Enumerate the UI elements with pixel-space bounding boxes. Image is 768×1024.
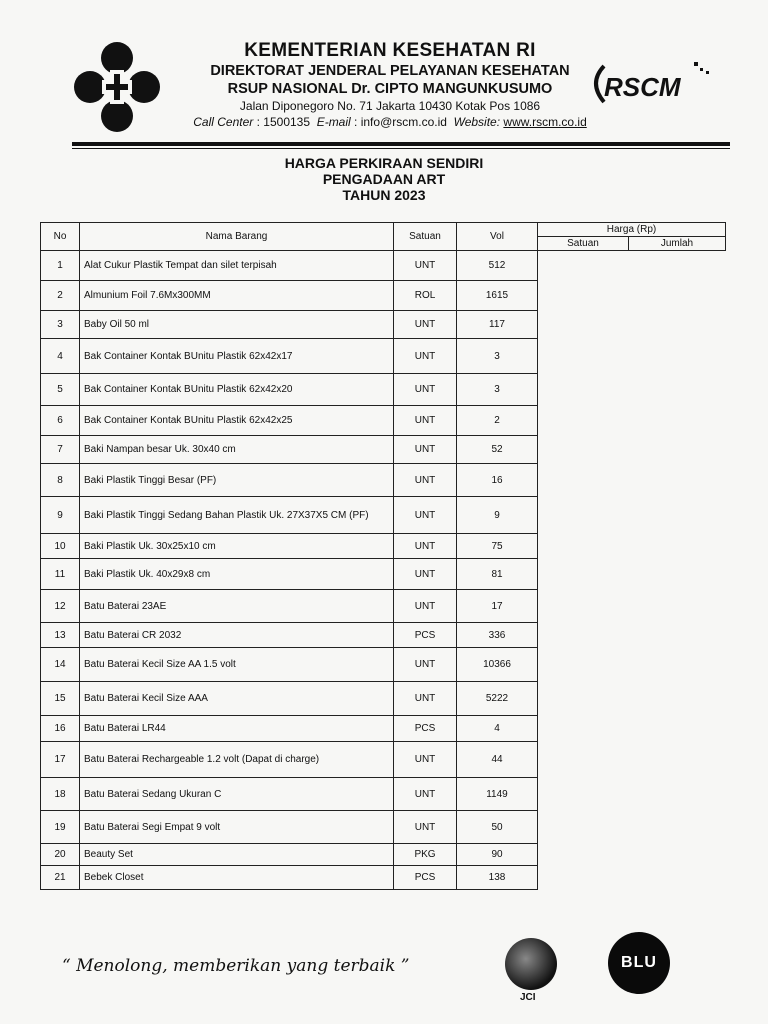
cell-unit: UNT	[394, 436, 457, 464]
cell-price-unit	[538, 716, 629, 742]
cell-price-unit	[538, 534, 629, 559]
table-row	[41, 682, 726, 716]
cell-unit: ROL	[394, 281, 457, 311]
cell-vol: 90	[457, 844, 538, 866]
website-label: Website:	[453, 115, 501, 129]
kemenkes-logo	[72, 40, 162, 135]
cell-no: 9	[41, 497, 80, 534]
cell-vol: 336	[457, 623, 538, 648]
cell-name: Batu Baterai LR44	[80, 716, 394, 742]
cell-vol: 4	[457, 716, 538, 742]
jci-logo	[505, 938, 557, 990]
cell-price-unit	[538, 374, 629, 406]
cell-price-unit	[538, 844, 629, 866]
cell-unit: PCS	[394, 716, 457, 742]
contact-line	[170, 114, 610, 130]
cell-unit: UNT	[394, 464, 457, 497]
cell-price-total	[629, 623, 726, 648]
cell-name: Baki Plastik Uk. 30x25x10 cm	[80, 534, 394, 559]
cell-unit: UNT	[394, 374, 457, 406]
cell-price-unit	[538, 464, 629, 497]
cell-price-unit	[538, 623, 629, 648]
motto: “ Menolong, memberikan yang terbaik ”	[62, 956, 410, 976]
cell-unit: UNT	[394, 497, 457, 534]
cell-no: 16	[41, 716, 80, 742]
cell-name: Bebek Closet	[80, 866, 394, 890]
cell-no: 15	[41, 682, 80, 716]
cell-no: 21	[41, 866, 80, 890]
cell-vol: 1615	[457, 281, 538, 311]
cell-unit: UNT	[394, 682, 457, 716]
cell-vol: 50	[457, 811, 538, 844]
cell-name: Batu Baterai Rechargeable 1.2 volt (Dapat di charge)	[80, 742, 394, 778]
cell-no: 8	[41, 464, 80, 497]
document-title	[0, 155, 768, 203]
cell-price-unit	[538, 339, 629, 374]
cell-name: Batu Baterai Segi Empat 9 volt	[80, 811, 394, 844]
cell-unit: UNT	[394, 559, 457, 590]
cell-name: Bak Container Kontak BUnitu Plastik 62x42x17	[80, 339, 394, 374]
table-row	[41, 281, 726, 311]
cell-vol: 138	[457, 866, 538, 890]
website-link[interactable]: www.rscm.co.id	[503, 115, 587, 129]
cell-no: 2	[41, 281, 80, 311]
cell-unit: UNT	[394, 339, 457, 374]
cell-no: 17	[41, 742, 80, 778]
cell-price-unit	[538, 251, 629, 281]
cell-unit: UNT	[394, 406, 457, 436]
cell-no: 6	[41, 406, 80, 436]
cell-no: 1	[41, 251, 80, 281]
header-unit: Satuan	[394, 223, 457, 251]
cell-price-total	[629, 866, 726, 890]
table-row	[41, 464, 726, 497]
items-table	[40, 222, 726, 890]
cell-vol: 1149	[457, 778, 538, 811]
cell-price-total	[629, 844, 726, 866]
cell-unit: UNT	[394, 590, 457, 623]
cell-vol: 9	[457, 497, 538, 534]
cell-no: 11	[41, 559, 80, 590]
cell-price-unit	[538, 436, 629, 464]
cell-unit: UNT	[394, 742, 457, 778]
table-row	[41, 534, 726, 559]
cell-vol: 81	[457, 559, 538, 590]
cell-price-unit	[538, 811, 629, 844]
cell-unit: PCS	[394, 623, 457, 648]
cell-vol: 52	[457, 436, 538, 464]
cell-price-unit	[538, 682, 629, 716]
table-row	[41, 311, 726, 339]
cell-no: 7	[41, 436, 80, 464]
header-rule-thick	[72, 142, 730, 146]
email-value: : info@rscm.co.id	[354, 115, 447, 129]
table-row	[41, 811, 726, 844]
hospital-name: RSUP NASIONAL Dr. CIPTO MANGUNKUSUMO	[227, 81, 553, 97]
cell-price-unit	[538, 866, 629, 890]
cell-price-total	[629, 716, 726, 742]
cell-name: Batu Baterai Kecil Size AAA	[80, 682, 394, 716]
header-no: No	[41, 223, 80, 251]
header-price-total: Jumlah	[629, 237, 726, 251]
cell-name: Baki Plastik Uk. 40x29x8 cm	[80, 559, 394, 590]
cell-price-unit	[538, 742, 629, 778]
cell-name: Batu Baterai CR 2032	[80, 623, 394, 648]
cell-name: Alat Cukur Plastik Tempat dan silet terpisah	[80, 251, 394, 281]
cell-vol: 117	[457, 311, 538, 339]
rscm-logo	[590, 58, 720, 108]
cell-no: 5	[41, 374, 80, 406]
jci-label: JCI	[520, 992, 536, 1003]
cell-unit: PKG	[394, 844, 457, 866]
table-row	[41, 406, 726, 436]
cell-name: Bak Container Kontak BUnitu Plastik 62x42x25	[80, 406, 394, 436]
header-name: Nama Barang	[80, 223, 394, 251]
cell-no: 10	[41, 534, 80, 559]
cell-vol: 17	[457, 590, 538, 623]
ministry-name: KEMENTERIAN KESEHATAN RI	[244, 40, 536, 61]
cell-price-total	[629, 497, 726, 534]
cell-vol: 512	[457, 251, 538, 281]
cell-price-total	[629, 648, 726, 682]
cell-unit: UNT	[394, 778, 457, 811]
cell-name: Baki Nampan besar Uk. 30x40 cm	[80, 436, 394, 464]
cell-name: Baby Oil 50 ml	[80, 311, 394, 339]
title-line-1: HARGA PERKIRAAN SENDIRI	[284, 155, 484, 171]
header-price: Harga (Rp)	[538, 223, 726, 237]
header-price-unit: Satuan	[538, 237, 629, 251]
table-row	[41, 559, 726, 590]
table-row	[41, 648, 726, 682]
email-label: E-mail	[316, 115, 351, 129]
cell-unit: UNT	[394, 811, 457, 844]
cell-unit: PCS	[394, 866, 457, 890]
cell-price-total	[629, 811, 726, 844]
cell-price-total	[629, 374, 726, 406]
cell-price-total	[629, 534, 726, 559]
address: Jalan Diponegoro No. 71 Jakarta 10430 Kotak Pos 1086	[239, 99, 541, 113]
cell-price-unit	[538, 648, 629, 682]
cell-price-total	[629, 311, 726, 339]
cell-vol: 3	[457, 374, 538, 406]
title-line-3: TAHUN 2023	[342, 187, 426, 203]
cell-price-total	[629, 682, 726, 716]
cell-vol: 16	[457, 464, 538, 497]
rscm-logo-text: RSCM	[604, 72, 681, 102]
cell-name: Batu Baterai Sedang Ukuran C	[80, 778, 394, 811]
cell-name: Baki Plastik Tinggi Besar (PF)	[80, 464, 394, 497]
cell-price-total	[629, 590, 726, 623]
cell-price-total	[629, 559, 726, 590]
table-row	[41, 374, 726, 406]
table-row	[41, 844, 726, 866]
cell-vol: 75	[457, 534, 538, 559]
cell-name: Batu Baterai 23AE	[80, 590, 394, 623]
cell-price-unit	[538, 559, 629, 590]
table-row	[41, 251, 726, 281]
callcenter-value: : 1500135	[256, 115, 311, 129]
table-row	[41, 623, 726, 648]
table-row	[41, 866, 726, 890]
table-row	[41, 716, 726, 742]
cell-price-total	[629, 778, 726, 811]
cell-name: Beauty Set	[80, 844, 394, 866]
cell-no: 3	[41, 311, 80, 339]
table-row	[41, 436, 726, 464]
table-row	[41, 778, 726, 811]
cell-price-total	[629, 281, 726, 311]
cell-name: Batu Baterai Kecil Size AA 1.5 volt	[80, 648, 394, 682]
cell-vol: 5222	[457, 682, 538, 716]
cell-no: 13	[41, 623, 80, 648]
header-rule-thin	[72, 148, 730, 149]
cell-name: Bak Container Kontak BUnitu Plastik 62x42x20	[80, 374, 394, 406]
cell-price-total	[629, 742, 726, 778]
table-row	[41, 497, 726, 534]
cell-no: 20	[41, 844, 80, 866]
cell-vol: 2	[457, 406, 538, 436]
cell-vol: 44	[457, 742, 538, 778]
table-row	[41, 590, 726, 623]
cell-price-total	[629, 406, 726, 436]
cell-no: 18	[41, 778, 80, 811]
cell-unit: UNT	[394, 251, 457, 281]
blu-logo: BLU	[608, 932, 670, 994]
cell-price-unit	[538, 590, 629, 623]
cell-price-unit	[538, 406, 629, 436]
cell-name: Almunium Foil 7.6Mx300MM	[80, 281, 394, 311]
table-row	[41, 339, 726, 374]
callcenter-label: Call Center	[193, 115, 254, 129]
cell-unit: UNT	[394, 648, 457, 682]
cell-price-unit	[538, 281, 629, 311]
cell-unit: UNT	[394, 534, 457, 559]
cell-price-total	[629, 251, 726, 281]
letterhead	[170, 40, 610, 130]
cell-price-unit	[538, 778, 629, 811]
cell-unit: UNT	[394, 311, 457, 339]
header-vol: Vol	[457, 223, 538, 251]
cell-price-unit	[538, 497, 629, 534]
cell-no: 14	[41, 648, 80, 682]
title-line-2: PENGADAAN ART	[322, 171, 446, 187]
cell-no: 19	[41, 811, 80, 844]
cell-price-total	[629, 339, 726, 374]
cell-vol: 3	[457, 339, 538, 374]
cell-price-unit	[538, 311, 629, 339]
directorate-name: DIREKTORAT JENDERAL PELAYANAN KESEHATAN	[210, 63, 570, 79]
cell-vol: 10366	[457, 648, 538, 682]
cell-no: 12	[41, 590, 80, 623]
table-row	[41, 742, 726, 778]
cell-no: 4	[41, 339, 80, 374]
cell-price-total	[629, 464, 726, 497]
cell-price-total	[629, 436, 726, 464]
cell-name: Baki Plastik Tinggi Sedang Bahan Plastik Uk. 27X37X5 CM (PF)	[80, 497, 394, 534]
